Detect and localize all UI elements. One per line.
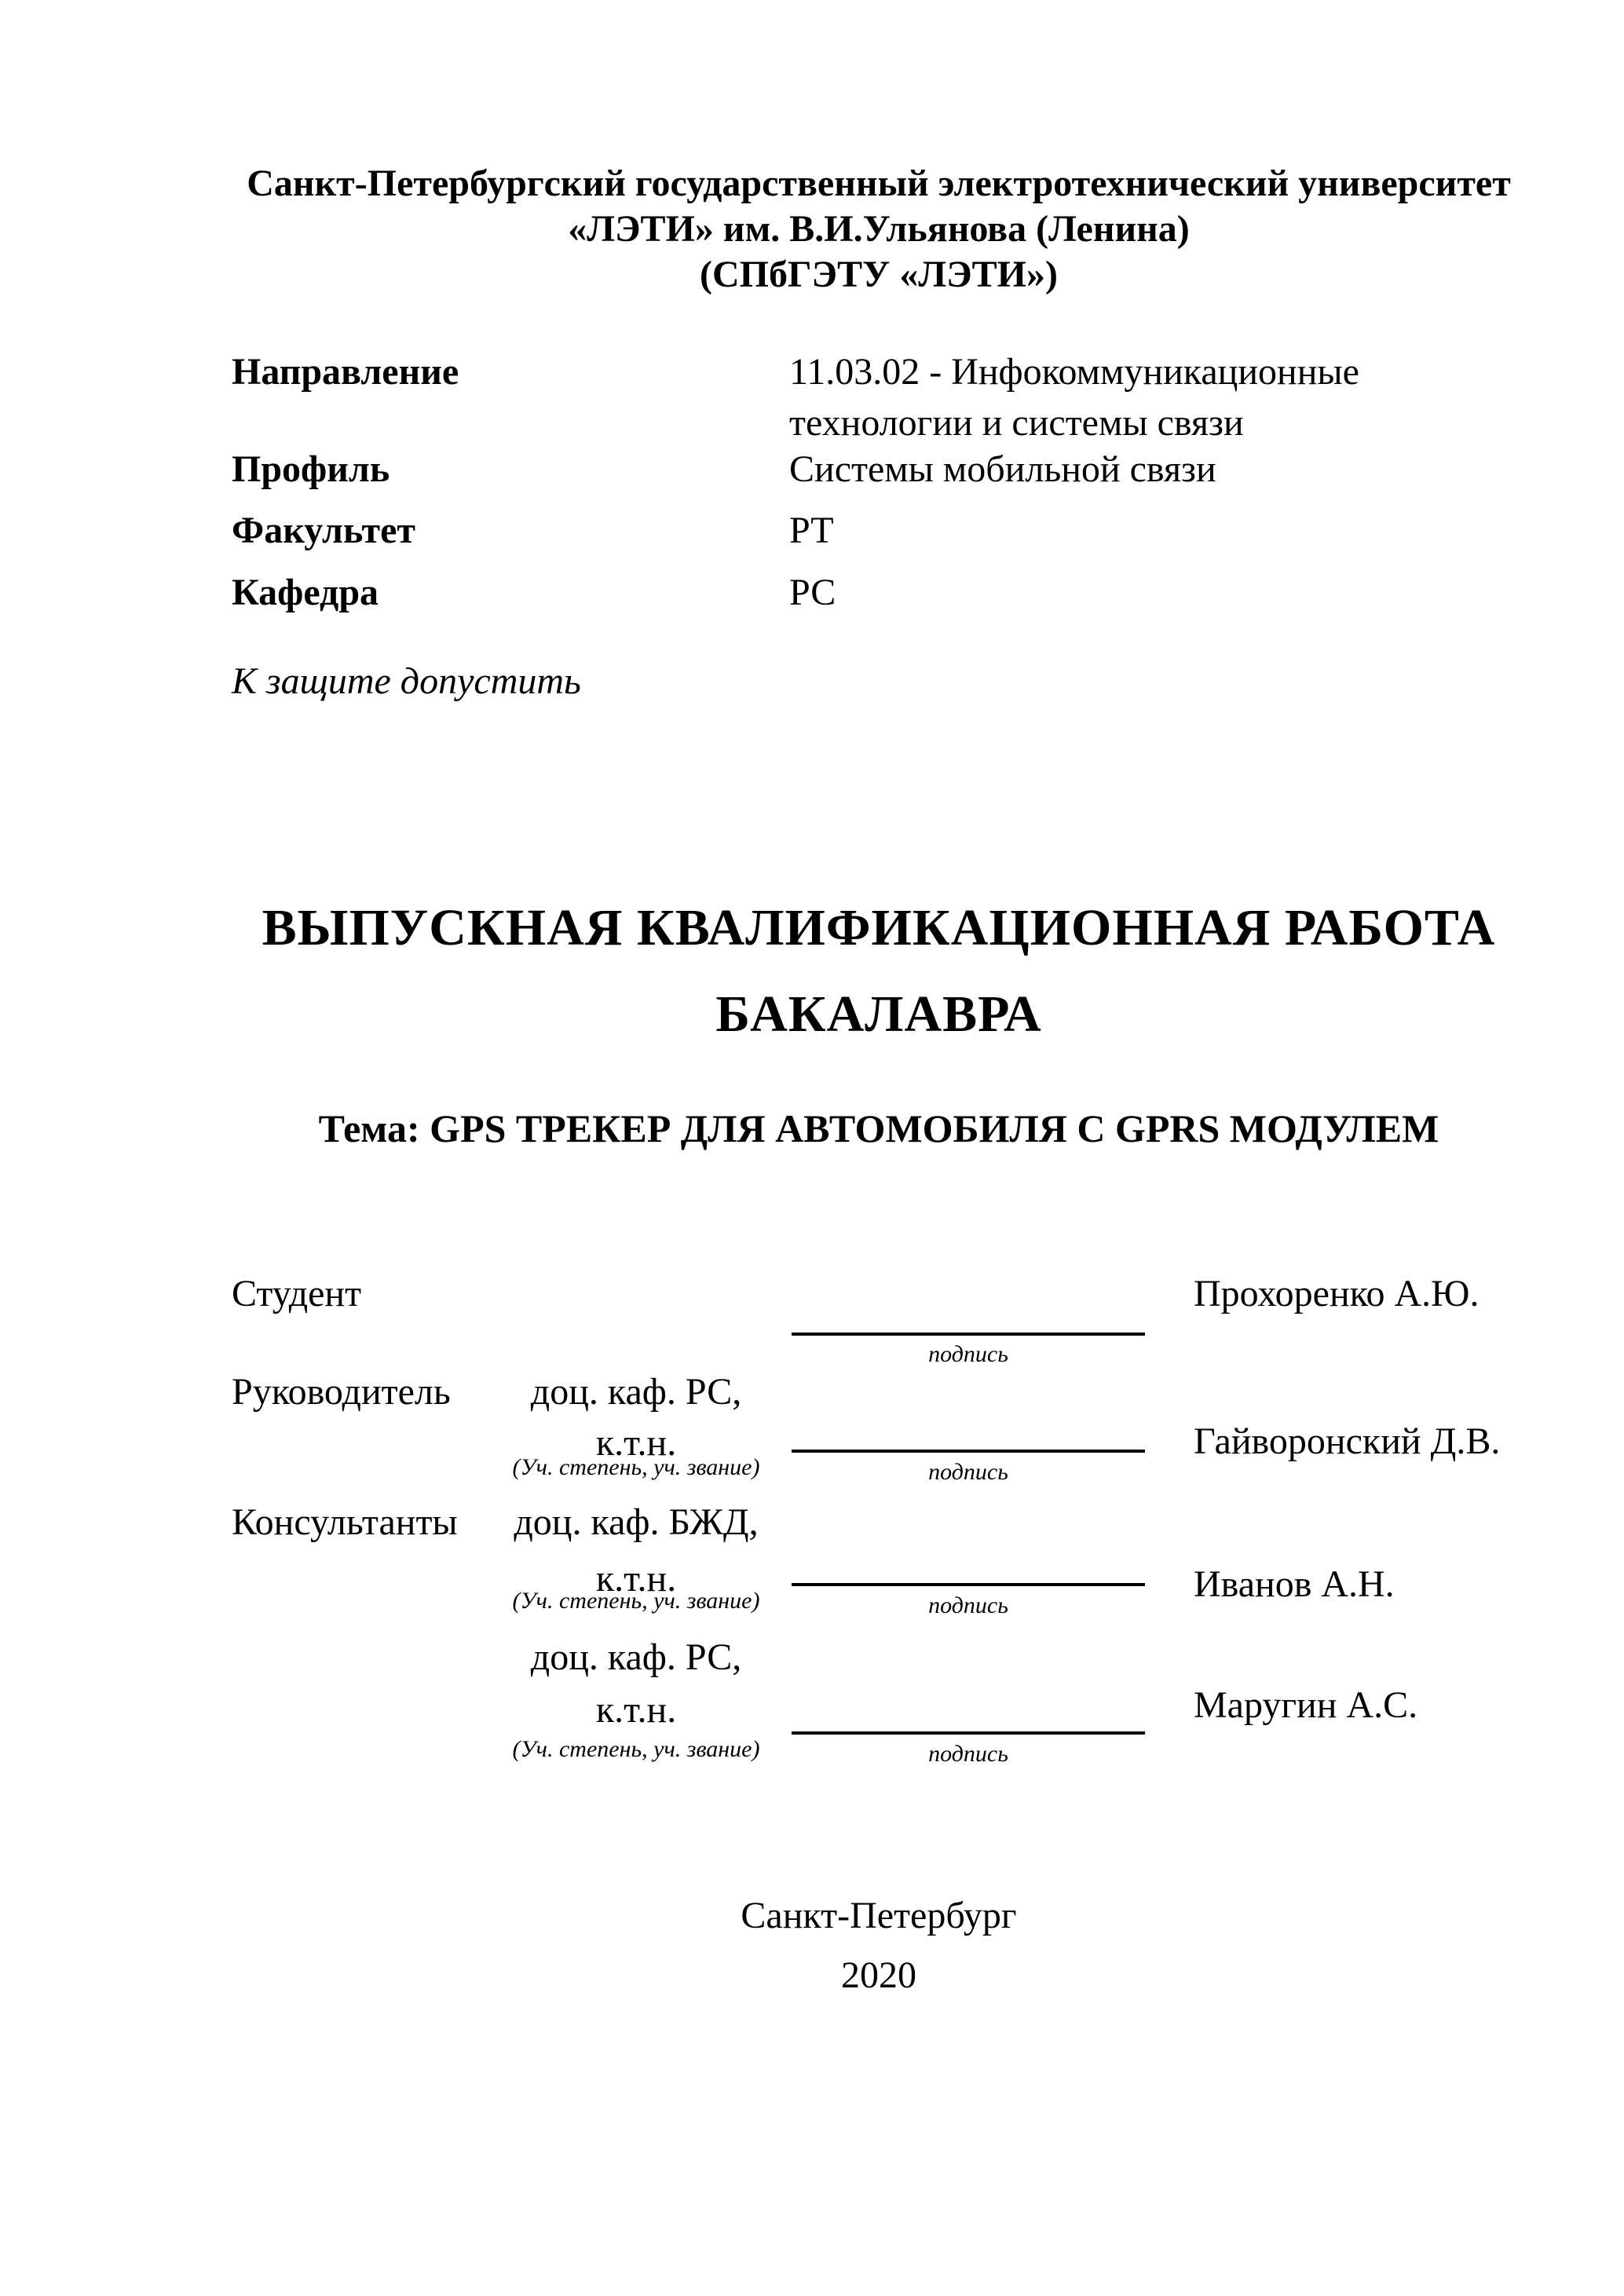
university-abbreviation: (СПбГЭТУ «ЛЭТИ») (700, 254, 1058, 295)
footer-city: Санкт-Петербург (741, 1895, 1017, 1936)
supervisor-signature-line (792, 1450, 1145, 1453)
work-title-line2: БАКАЛАВРА (715, 985, 1042, 1043)
admission-note: К защите допустить (232, 660, 581, 702)
supervisor-degree-line2: к.т.н. (595, 1422, 677, 1464)
university-name-line2: «ЛЭТИ» им. В.И.Ульянова (Ленина) (568, 208, 1190, 250)
consultant2-degree-line2: к.т.н. (595, 1689, 677, 1731)
department-value: РС (789, 572, 836, 613)
supervisor-label: Руководитель (232, 1371, 451, 1413)
supervisor-degree-caption: (Уч. степень, уч. звание) (512, 1454, 760, 1480)
work-title-line1: ВЫПУСКНАЯ КВАЛИФИКАЦИОННАЯ РАБОТА (262, 899, 1496, 956)
direction-value-line2: технологии и системы связи (789, 402, 1244, 444)
profile-value: Системы мобильной связи (789, 448, 1216, 490)
faculty-label: Факультет (232, 510, 415, 551)
consultant1-signature-line (792, 1583, 1145, 1586)
consultants-label: Консультанты (232, 1501, 458, 1543)
supervisor-signature-caption: подпись (928, 1459, 1008, 1485)
supervisor-degree-line1: доц. каф. РС, (530, 1371, 742, 1413)
consultant2-degree-caption: (Уч. степень, уч. звание) (512, 1736, 760, 1762)
consultant1-degree-line1: доц. каф. БЖД, (514, 1501, 759, 1543)
theme-line: Тема: GPS ТРЕКЕР ДЛЯ АВТОМОБИЛЯ С GPRS МОДУЛЕМ (318, 1106, 1439, 1150)
department-label: Кафедра (232, 572, 379, 613)
consultant2-signature-line (792, 1731, 1145, 1735)
university-name-line1: Санкт-Петербургский государственный электротехнический университет (247, 163, 1511, 204)
footer-year: 2020 (841, 1954, 916, 1996)
supervisor-name: Гайворонский Д.В. (1194, 1420, 1501, 1462)
direction-value-line1: 11.03.02 - Инфокоммуникационные (789, 351, 1359, 393)
direction-label: Направление (232, 351, 459, 393)
consultant2-signature-caption: подпись (928, 1741, 1008, 1767)
consultant2-name: Маругин А.С. (1194, 1684, 1418, 1726)
consultant1-degree-caption: (Уч. степень, уч. звание) (512, 1588, 760, 1614)
student-label: Студент (232, 1273, 362, 1314)
profile-label: Профиль (232, 448, 390, 490)
consultant1-signature-caption: подпись (928, 1592, 1008, 1618)
student-signature-caption: подпись (928, 1341, 1008, 1367)
consultant1-name: Иванов А.Н. (1194, 1563, 1395, 1605)
student-signature-line (792, 1333, 1145, 1336)
student-name: Прохоренко А.Ю. (1194, 1273, 1480, 1314)
faculty-value: РТ (789, 510, 834, 551)
consultant2-degree-line1: доц. каф. РС, (530, 1636, 742, 1678)
consultant1-degree-line2: к.т.н. (595, 1558, 677, 1600)
